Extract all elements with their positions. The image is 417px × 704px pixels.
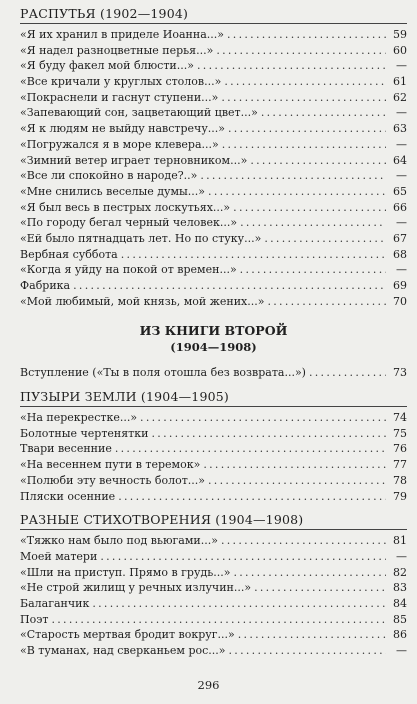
entry-page: 64 (393, 153, 407, 167)
leader-dots (197, 58, 386, 74)
leader-dots (221, 90, 386, 106)
entry-title: «Запевающий сон, зацветающий цвет...» (20, 106, 258, 120)
entry-title: «Я к людям не выйду навстречу...» (20, 122, 226, 136)
entry-title: «Я буду факел мой блюсти...» (20, 59, 194, 73)
entry-page: 61 (393, 75, 407, 89)
entry-page: — (396, 59, 407, 73)
entry-page: — (396, 644, 407, 657)
toc-entry (20, 565, 407, 581)
entry-page: 78 (393, 473, 407, 487)
entry-page: — (396, 137, 407, 151)
entry-title: «По городу бегал черный человек...» (20, 216, 238, 230)
entry-page: 86 (393, 628, 407, 642)
entry-title: «На весеннем пути в теремок» (20, 458, 201, 472)
entry-title: Моей матери (20, 549, 98, 563)
toc-entry (20, 457, 407, 473)
leader-dots (261, 105, 386, 121)
entry-title: «Все кричали у круглых столов...» (20, 75, 222, 89)
leader-dots (203, 457, 386, 473)
leader-dots (250, 153, 386, 169)
entry-title: Болотные чертенятки (20, 426, 149, 440)
leader-dots (208, 473, 386, 489)
entry-page: 83 (393, 581, 407, 595)
entry-title: Вербная суббота (20, 247, 118, 261)
entry-page: — (396, 216, 407, 230)
toc-entry (20, 489, 407, 505)
toc-list (20, 410, 407, 504)
toc-entry (20, 549, 407, 565)
leader-dots (254, 580, 386, 596)
leader-dots (200, 168, 386, 184)
section-title: РАСПУТЬЯ (1902—1904) (20, 6, 407, 24)
entry-title: «Старость мертвая бродит вокруг...» (20, 628, 235, 642)
leader-dots (92, 596, 386, 612)
entry-title: Фабрика (20, 279, 71, 292)
toc-entry (20, 215, 407, 231)
leader-dots (238, 627, 386, 643)
entry-title: Пляски осенние (20, 489, 116, 503)
entry-page: 70 (393, 294, 407, 308)
leader-dots (221, 533, 386, 549)
leader-dots (264, 231, 386, 247)
entry-page: 85 (393, 612, 407, 626)
leader-dots (267, 294, 386, 310)
entry-title: «Когда я уйду на покой от времен...» (20, 263, 237, 277)
leader-dots (222, 137, 386, 153)
toc-entry (20, 184, 407, 200)
toc-entry (20, 43, 407, 59)
toc-entry (20, 410, 407, 426)
entry-page: 62 (393, 90, 407, 104)
leader-dots (216, 43, 386, 59)
entry-title: Поэт (20, 612, 49, 626)
entry-page: 69 (393, 279, 407, 292)
book-title: ИЗ КНИГИ ВТОРОЙ (139, 323, 288, 339)
leader-dots (115, 441, 386, 457)
entry-title: «На перекрестке...» (20, 411, 138, 425)
leader-dots (309, 365, 386, 381)
entry-title: «Полюби эту вечность болот...» (20, 473, 205, 487)
entry-page: 79 (393, 489, 407, 503)
leader-dots (100, 549, 386, 565)
leader-dots (224, 74, 386, 90)
entry-title: «Я надел разноцветные перья...» (20, 43, 214, 57)
toc-entry (20, 121, 407, 137)
entry-page: 68 (393, 247, 407, 261)
leader-dots (208, 184, 386, 200)
toc-entry (20, 153, 407, 169)
toc-entry (20, 58, 407, 74)
entry-title: «Мой любимый, мой князь, мой жених...» (20, 294, 265, 308)
entry-title: «Шли на приступ. Прямо в грудь...» (20, 565, 231, 579)
toc-list (20, 27, 407, 309)
entry-page: 65 (393, 184, 407, 198)
leader-dots (233, 200, 386, 216)
entry-title: «Ей было пятнадцать лет. Но по стуку...» (20, 231, 262, 245)
entry-page: 74 (393, 411, 407, 425)
entry-page: — (396, 106, 407, 120)
entry-title: «Погружался я в море клевера...» (20, 137, 219, 151)
leader-dots (240, 262, 386, 278)
entry-page: — (396, 263, 407, 277)
entry-title: «Покраснели и гаснут ступени...» (20, 90, 219, 104)
toc-entry (20, 27, 407, 43)
toc-entry (20, 627, 407, 643)
entry-title: «Все ли спокойно в народе?..» (20, 169, 198, 183)
entry-page: 63 (393, 122, 407, 136)
toc-entry (20, 200, 407, 216)
entry-page: 84 (393, 596, 407, 610)
entry-page: 66 (393, 200, 407, 214)
toc-entry (20, 74, 407, 90)
toc-entry (20, 105, 407, 121)
toc-entry (20, 441, 407, 457)
toc-entry (20, 137, 407, 153)
toc-entry (20, 596, 407, 612)
toc-entry (20, 278, 407, 294)
entry-page: 60 (393, 43, 407, 57)
entry-title: «Тяжко нам было под вьюгами...» (20, 534, 218, 548)
leader-dots (140, 410, 386, 426)
toc-entry (20, 247, 407, 263)
leader-dots (121, 247, 386, 263)
leader-dots (118, 489, 386, 505)
entry-title: Твари весенние (20, 442, 112, 456)
leader-dots (73, 278, 386, 294)
toc-entry-intro (20, 365, 407, 381)
toc-list (20, 533, 407, 659)
entry-page: — (396, 169, 407, 183)
entry-title: «Я был весь в пестрых лоскутьях...» (20, 200, 231, 214)
toc-entry (20, 168, 407, 184)
leader-dots (233, 565, 386, 581)
leader-dots (228, 121, 386, 137)
entry-page: — (396, 549, 407, 563)
entry-page: 76 (393, 442, 407, 456)
toc-entry (20, 262, 407, 278)
toc-entry (20, 426, 407, 442)
entry-title: «В туманах, над сверканьем рос...» (20, 644, 226, 657)
entry-title: «Мне снились веселые думы...» (20, 184, 206, 198)
leader-dots (227, 27, 386, 43)
book-years: (1904—1908) (170, 340, 257, 355)
leader-dots (240, 215, 386, 231)
toc-entry (20, 643, 407, 659)
toc-entry (20, 533, 407, 549)
entry-page: 73 (393, 366, 407, 380)
toc-entry (20, 231, 407, 247)
entry-page: 59 (393, 28, 407, 41)
section-title: РАЗНЫЕ СТИХОТВОРЕНИЯ (1904—1908) (20, 512, 407, 530)
toc-entry (20, 612, 407, 628)
section-title: ПУЗЫРИ ЗЕМЛИ (1904—1905) (20, 389, 407, 407)
entry-title: Балаганчик (20, 596, 90, 610)
entry-title: «Я их хранил в приделе Иоанна...» (20, 28, 224, 41)
leader-dots (151, 426, 386, 442)
toc-entry (20, 294, 407, 310)
entry-page: 82 (393, 565, 407, 579)
leader-dots (229, 643, 387, 659)
toc-entry (20, 473, 407, 489)
entry-page: 67 (393, 231, 407, 245)
toc-entry (20, 580, 407, 596)
entry-title: «Зимний ветер играет терновником...» (20, 153, 248, 167)
entry-title: «Не строй жилищ у речных излучин...» (20, 581, 252, 595)
entry-page: 81 (393, 534, 407, 548)
leader-dots (51, 612, 386, 628)
entry-page: 75 (393, 426, 407, 440)
page-number: 296 (197, 678, 220, 692)
entry-title: Вступление («Ты в поля отошла без возврата...») (20, 366, 306, 380)
entry-page: 77 (393, 458, 407, 472)
toc-entry (20, 90, 407, 106)
